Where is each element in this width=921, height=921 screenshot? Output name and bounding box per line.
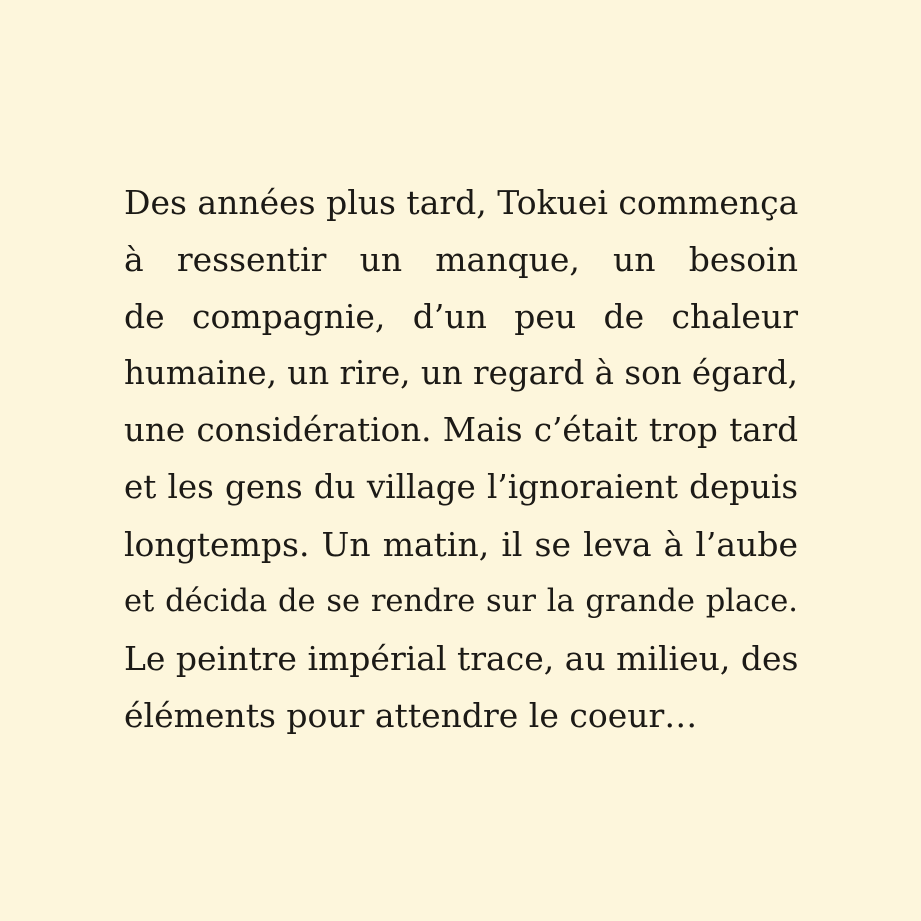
text-line: et décida de se rendre sur la grande place. — [124, 584, 798, 619]
text-line: Le peintre impérial trace, au milieu, des — [124, 639, 799, 678]
text-line: de compagnie, d’un peu de chaleur — [124, 297, 798, 336]
text-line: éléments pour attendre le coeur… — [124, 696, 698, 735]
text-line: longtemps. Un matin, il se leva à l’aube — [124, 525, 798, 564]
text-line: Des années plus tard, Tokuei commença — [124, 183, 799, 222]
text-line: humaine, un rire, un regard à son égard, — [124, 354, 798, 392]
text-line: à ressentir un manque, un besoin — [124, 240, 798, 279]
text-line: une considération. Mais c’était trop tard — [124, 411, 798, 449]
text-line: et les gens du village l’ignoraient depuis — [124, 468, 798, 506]
story-paragraph — [124, 174, 798, 744]
